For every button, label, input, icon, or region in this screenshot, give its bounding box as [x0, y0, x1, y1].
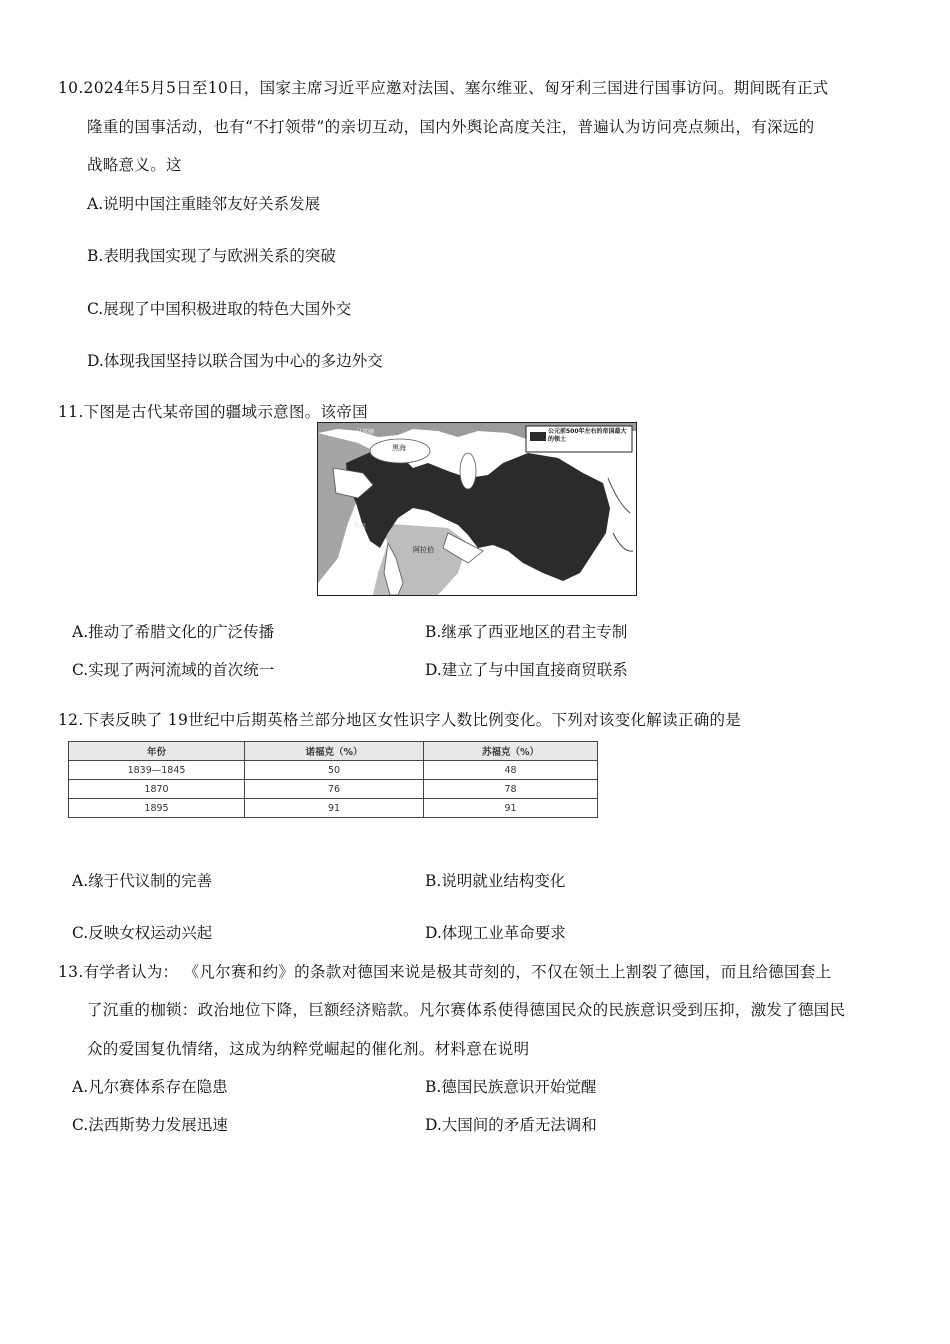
- q12-option-b: B.说明就业结构变化: [425, 872, 566, 890]
- table-header-row: [69, 742, 598, 761]
- table-cell: 50: [245, 761, 424, 780]
- q13-stem-line-1: 13.有学者认为： 《凡尔赛和约》的条款对德国来说是极其苛刻的，不仅在领土上割裂了德国，而且给德国套上: [58, 963, 832, 981]
- q11-option-d: D.建立了与中国直接商贸联系: [425, 661, 628, 679]
- table-cell: 1870: [69, 780, 245, 799]
- map-legend-text: 公元前500年左右的帝国最大的领土: [548, 428, 627, 443]
- literacy-table: [68, 741, 598, 818]
- table-cell: 78: [424, 780, 598, 799]
- table-header-year: 年份: [69, 742, 245, 761]
- q13-option-b: B.德国民族意识开始觉醒: [425, 1078, 597, 1096]
- table-row: [69, 780, 598, 799]
- table-cell: 76: [245, 780, 424, 799]
- map-label-black-sea: 黑海: [392, 444, 406, 452]
- empire-map: [317, 422, 637, 596]
- q13-option-d: D.大国间的矛盾无法调和: [425, 1116, 597, 1134]
- q13-stem-line-3: 众的爱国复仇情绪，这成为纳粹党崛起的催化剂。材料意在说明: [87, 1040, 530, 1058]
- q12-option-a: A.缘于代议制的完善: [72, 872, 213, 890]
- q11-stem: 11.下图是古代某帝国的疆域示意图。该帝国: [58, 403, 368, 421]
- q13-option-a: A.凡尔赛体系存在隐患: [72, 1078, 228, 1096]
- map-label-egypt: 埃及: [354, 523, 367, 530]
- q10-stem-line-1: 10.2024年5月5日至10日，国家主席习近平应邀对法国、塞尔维亚、匈牙利三国进行国事访问。期间既有正式: [58, 79, 829, 97]
- empire-map-graphic: [318, 423, 636, 595]
- q10-option-a: A.说明中国注重睦邻友好关系发展: [87, 195, 321, 213]
- table-header-suffolk: 苏福克（%）: [424, 742, 598, 761]
- table-cell: 91: [424, 799, 598, 818]
- map-label-arabia: 阿拉伯: [413, 546, 434, 554]
- q10-stem-line-2: 隆重的国事活动，也有“不打领带”的亲切互动，国内外舆论高度关注，普遍认为访问亮点频出，有深远的: [87, 118, 815, 136]
- table-row: [69, 761, 598, 780]
- table-header-norfolk: 诺福克（%）: [245, 742, 424, 761]
- q13-option-c: C.法西斯势力发展迅速: [72, 1116, 228, 1134]
- table-cell: 91: [245, 799, 424, 818]
- q10-option-c: C.展现了中国积极进取的特色大国外交: [87, 300, 352, 318]
- q11-option-a: A.推动了希腊文化的广泛传播: [72, 623, 275, 641]
- q13-stem-line-2: 了沉重的枷锁：政治地位下降，巨额经济赔款。凡尔赛体系使得德国民众的民族意识受到压抑，激发了德国民: [87, 1001, 846, 1019]
- q10-option-d: D.体现我国坚持以联合国为中心的多边外交: [87, 352, 383, 370]
- q11-option-b: B.继承了西亚地区的君主专制: [425, 623, 628, 641]
- q11-option-c: C.实现了两河流域的首次统一: [72, 661, 275, 679]
- q10-stem-line-3: 战略意义。这: [87, 156, 182, 174]
- q10-option-b: B.表明我国实现了与欧洲关系的突破: [87, 247, 336, 265]
- q12-option-d: D.体现工业革命要求: [425, 924, 566, 942]
- table-cell: 48: [424, 761, 598, 780]
- map-label-macedonia: 马其顿: [356, 429, 375, 436]
- table-row: [69, 799, 598, 818]
- table-cell: 1839—1845: [69, 761, 245, 780]
- table-cell: 1895: [69, 799, 245, 818]
- q12-stem: 12.下表反映了 19世纪中后期英格兰部分地区女性识字人数比例变化。下列对该变化解读正确的是: [58, 711, 742, 729]
- q12-option-c: C.反映女权运动兴起: [72, 924, 213, 942]
